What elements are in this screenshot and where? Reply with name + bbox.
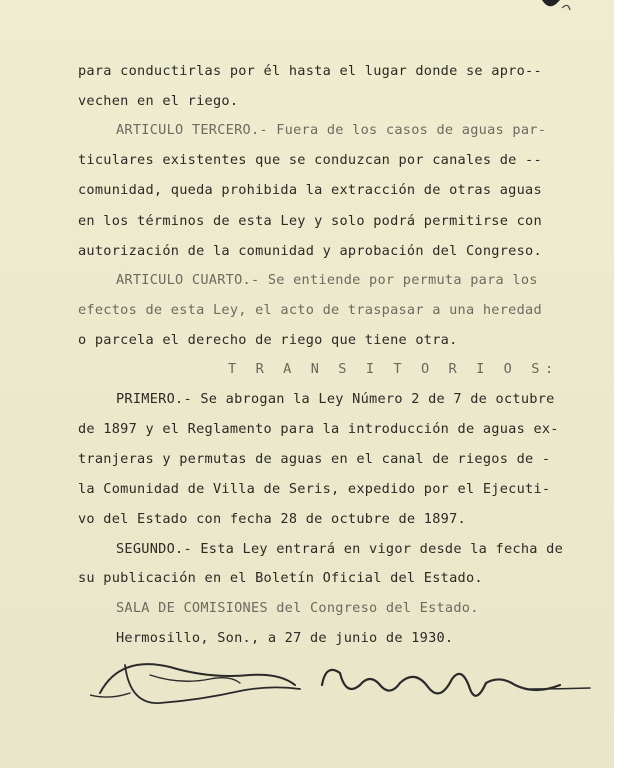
committee-line: SALA DE COMISIONES del Congreso del Estado. (116, 600, 479, 616)
page-edge (614, 0, 622, 768)
text-line: o parcela el derecho de riego que tiene otra. (78, 332, 458, 348)
text-line: tranjeras y permutas de aguas en el canal de riegos de - (78, 451, 551, 467)
text-line: su publicación en el Boletín Oficial del Estado. (78, 570, 483, 586)
place-date-line: Hermosillo, Son., a 27 de junio de 1930. (116, 630, 454, 646)
section-heading: T R A N S I T O R I O S: (228, 361, 559, 377)
article-heading: ARTICULO TERCERO.- Fuera de los casos de aguas par- (116, 122, 547, 138)
article-heading: ARTICULO CUARTO.- Se entiende por permuta para los (116, 272, 538, 288)
text-line: de 1897 y el Reglamento para la introducción de aguas ex- (78, 421, 559, 437)
text-line: en los términos de esta Ley y solo podrá permitirse con (78, 213, 542, 229)
text-line: autorización de la comunidad y aprobación del Congreso. (78, 243, 542, 259)
text-line: efectos de esta Ley, el acto de traspasar a una heredad (78, 302, 542, 318)
text-line: vechen en el riego. (78, 93, 239, 109)
text-line: ticulares existentes que se conduzcan por canales de -- (78, 152, 542, 168)
text-line: para conductirlas por él hasta el lugar donde se apro-- (78, 63, 542, 79)
article-heading: PRIMERO.- Se abrogan la Ley Número 2 de 7 de octubre (116, 391, 555, 407)
text-line: la Comunidad de Villa de Seris, expedido por el Ejecuti- (78, 481, 551, 497)
text-line: vo del Estado con fecha 28 de octubre de 1897. (78, 511, 466, 527)
article-heading: SEGUNDO.- Esta Ley entrará en vigor desde la fecha de (116, 541, 564, 557)
handwritten-signature (90, 645, 600, 715)
text-line: comunidad, queda prohibida la extracción de otras aguas (78, 182, 542, 198)
corner-ink-mark (540, 0, 580, 14)
